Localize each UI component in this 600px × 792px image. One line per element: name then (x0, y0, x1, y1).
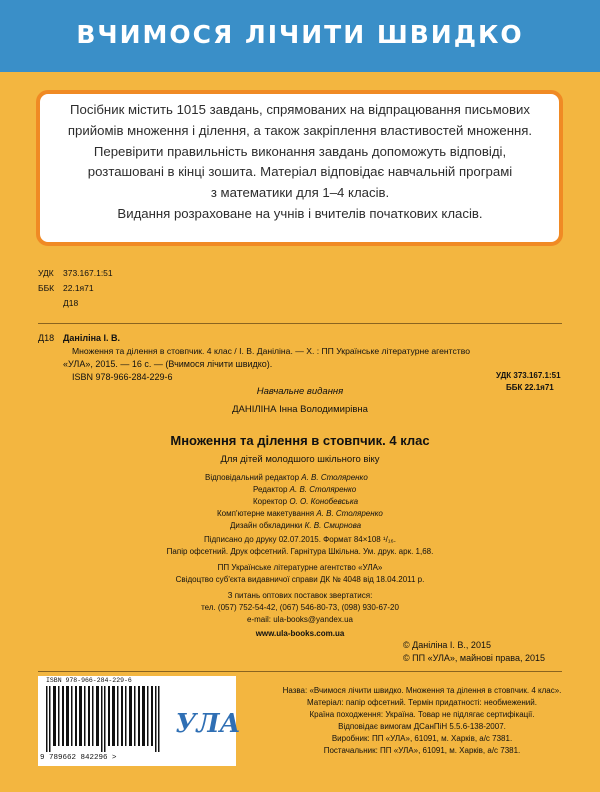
credit-row (253, 484, 473, 496)
divider (38, 671, 562, 672)
bbk-label: ББК (38, 283, 55, 293)
website-link[interactable]: www.ula-books.com.ua (255, 629, 345, 638)
product-info-line: Матеріал: папір офсетний. Термін придатності: необмежений. (307, 698, 537, 707)
description-line: з математики для 1–4 класів. (210, 185, 390, 201)
product-info-line: Виробник: ПП «УЛА», 61091, м. Харків, а/с 7381. (331, 734, 513, 743)
credit-row (205, 472, 425, 484)
series-banner (0, 0, 600, 72)
barcode-isbn: ISBN 978-966-284-229-6 (46, 677, 132, 684)
credit-name: А. В. Столяренко (316, 509, 383, 518)
audience: Для дітей молодшого шкільного віку (220, 454, 380, 465)
series-title: ВЧИМОСЯ ЛІЧИТИ ШВИДКО (76, 20, 524, 49)
description-line: Перевірити правильність виконання завдань допоможуть відповіді, (93, 143, 507, 159)
credit-role: Відповідальний редактор (205, 473, 300, 482)
biblio-bbk: ББК 22.1я71 (506, 383, 554, 392)
description-line: прийомів множення і ділення, а також закріплення властивостей множення. (67, 122, 533, 138)
credit-name: А. В. Столяренко (301, 473, 368, 482)
credit-role: Дизайн обкладинки (230, 521, 303, 530)
contacts-heading: З питань оптових поставок звертатися: (227, 591, 373, 600)
product-info-line: Назва: «Вчимося лічити швидко. Множення та ділення в стовпчик. 4 клас». (282, 686, 562, 695)
description-text (44, 100, 556, 225)
barcode-icon (44, 686, 168, 752)
description-line: Посібник містить 1015 завдань, спрямованих на відпрацювання письмових (70, 102, 530, 117)
contacts-email[interactable]: e-mail: ula-books@yandex.ua (247, 615, 353, 624)
book-title: Множення та ділення в стовпчик. 4 клас (170, 433, 430, 448)
author-surname: ДАНІЛІНА (232, 404, 277, 415)
product-info-line: Відповідає вимогам ДСанПіН 5.5.6-138-2007. (338, 722, 506, 731)
udk-value: 373.167.1:51 (63, 268, 113, 278)
publisher-name: ПП Українське літературне агентство «УЛА» (217, 563, 383, 572)
credit-row (253, 496, 473, 508)
biblio-line-2: «УЛА», 2015. — 16 с. — (Вчимося лічити швидко). (63, 359, 273, 369)
edition-author (0, 404, 600, 415)
logo-text: УЛА (175, 709, 241, 739)
print-details-2: Папір офсетний. Друк офсетний. Гарнітура Шкільна. Ум. друк. арк. 1,68. (166, 547, 434, 556)
credit-role: Редактор (253, 485, 288, 494)
author-given-name: Інна Володимирівна (279, 404, 368, 415)
biblio-udk: УДК 373.167.1:51 (496, 371, 561, 380)
biblio-isbn: ISBN 978-966-284-229-6 (72, 372, 173, 382)
copyright-publisher: © ПП «УЛА», майнові права, 2015 (403, 653, 545, 663)
credit-name: К. В. Смирнова (304, 521, 362, 530)
credit-row (230, 520, 450, 532)
credit-row (217, 508, 437, 520)
biblio-author: Даніліна І. В. (63, 333, 121, 343)
credit-role: Коректор (253, 497, 288, 506)
divider (38, 323, 562, 324)
contacts-phones: тел. (057) 752-54-42, (067) 546-80-73, (098) 930-67-20 (201, 603, 399, 612)
description-line: розташовані в кінці зошита. Матеріал відповідає навчальній програмі (87, 164, 513, 180)
credit-name: О. О. Конобевська (289, 497, 359, 506)
print-details-1: Підписано до друку 02.07.2015. Формат 84×108 ¹/₁₆. (203, 535, 396, 544)
description-line: Видання розраховане на учнів і вчителів початкових класів. (117, 205, 483, 221)
biblio-line-1: Множення та ділення в стовпчик. 4 клас / І. В. Даніліна. — Х. : ПП Українське літературне агентство (72, 346, 470, 356)
edition-type: Навчальне видання (256, 386, 344, 397)
bbk-value: 22.1я71 (63, 283, 94, 293)
credit-role: Комп'ютерне макетування (217, 509, 315, 518)
copyright-author: © Даніліна І. В., 2015 (403, 640, 491, 650)
barcode-digits: 9 789662 842296 > (40, 754, 117, 762)
credit-name: А. В. Столяренко (289, 485, 357, 494)
product-info-line: Постачальник: ПП «УЛА», 61091, м. Харків, а/с 7381. (323, 746, 521, 755)
author-code: Д18 (63, 298, 79, 308)
publisher-logo-icon (175, 692, 241, 748)
udk-label: УДК (38, 268, 54, 278)
biblio-code: Д18 (38, 333, 55, 343)
publisher-certificate: Свідоцтво суб'єкта видавничої справи ДК № 4048 від 18.04.2011 р. (175, 575, 425, 584)
product-info-line: Країна походження: Україна. Товар не підлягає сертифікації. (309, 710, 535, 719)
